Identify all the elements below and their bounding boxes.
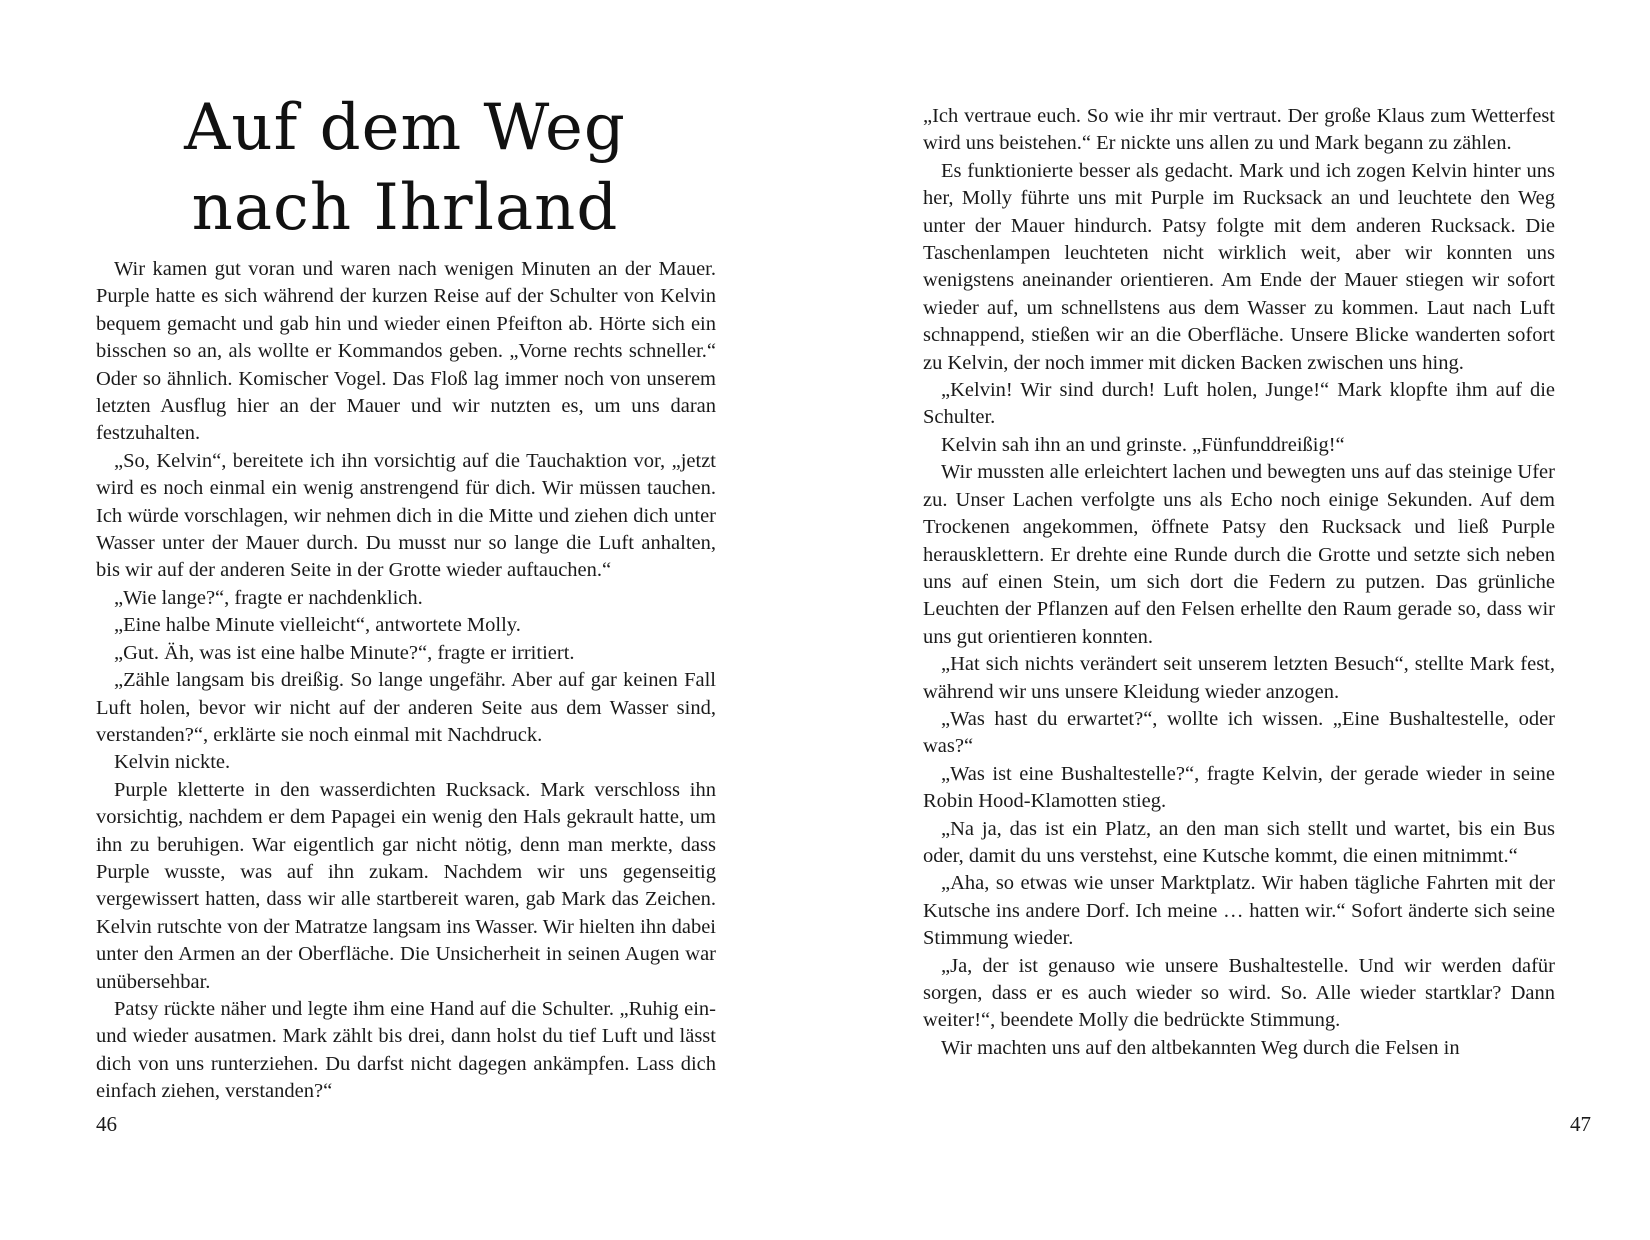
paragraph: Kelvin nickte. — [114, 751, 231, 774]
paragraph: „Ja, der ist genauso wie unsere Bushaltestelle. Und wir werden dafür sorgen, dass er es auch wieder so wird. So. Alle wieder startklar? Dann weiter!“, beendete Molly die bedrückte Stimmung. — [923, 954, 1555, 1032]
paragraph: „So, Kelvin“, bereitete ich ihn vorsichtig auf die Tauchaktion vor, „jetzt wird es noch einmal ein wenig anstrengend für dich. Wir müssen tauchen. Ich würde vorschlagen, wir nehmen dich in die Mitte und ziehen dich unter Wasser unter der Mauer durch. Du musst nur so lange die Luft anhalten, bis wir auf der anderen Seite in der Grotte wieder auftauchen.“ — [96, 449, 716, 582]
paragraph: Wir mussten alle erleichtert lachen und bewegten uns auf das steinige Ufer zu. Unser Lachen verfolgte uns als Echo noch einige Sekunden. Auf dem Trockenen angekommen, öffnete Patsy den Rucksack und ließ Purple herausklettern. Er drehte eine Runde durch die Grotte und setzte sich neben uns auf einen Stein, um sich dort die Federn zu putzen. Das grünliche Leuchten der Pflanzen auf den Felsen erhellte den Raum gerade so, dass wir uns gut orientieren konnten. — [923, 461, 1555, 648]
chapter-title — [95, 88, 715, 248]
paragraph: Patsy rückte näher und legte ihm eine Hand auf die Schulter. „Ruhig ein- und wieder ausatmen. Mark zählt bis drei, dann holst du tief Luft und lässt dich von uns runterziehen. Du darfst nicht dagegen ankämpfen. Lass dich einfach ziehen, verstanden?“ — [96, 997, 716, 1103]
left-page-body — [96, 256, 716, 1106]
paragraph: Wir machten uns auf den altbekannten Weg durch die Felsen in — [941, 1036, 1460, 1059]
paragraph: „Hat sich nichts verändert seit unserem letzten Besuch“, stellte Mark fest, während wir uns unsere Kleidung wieder anzogen. — [923, 653, 1555, 703]
chapter-title-line-2: nach Ihrland — [191, 171, 619, 245]
right-page — [825, 0, 1650, 1240]
paragraph: „Was hast du erwartet?“, wollte ich wissen. „Eine Bushaltestelle, oder was?“ — [923, 707, 1555, 758]
paragraph: Purple kletterte in den wasserdichten Rucksack. Mark verschloss ihn vorsichtig, nachdem er dem Papagei ein wenig den Hals gekrault hatte, um ihn zu beruhigen. War eigentlich gar nicht nötig, denn man merkte, dass Purple wusste, was auf ihn zukam. Nachdem wir uns gegenseitig vergewissert hatten, dass wir alle startbereit waren, gab Mark das Zeichen. Kelvin rutschte von der Matratze langsam ins Wasser. Wir hielten ihn dabei unter den Armen an der Oberfläche. Die Unsicherheit in seinen Augen war unübersehbar. — [96, 778, 716, 993]
paragraph: Es funktionierte besser als gedacht. Mark und ich zogen Kelvin hinter uns her, Molly führte uns mit Purple im Rucksack an und leuchtete den Weg unter der Mauer hindurch. Patsy folgte mit dem anderen Rucksack. Die Taschenlampen leuchteten nicht wirklich weit, aber wir konnten uns wenigstens aneinander orientieren. Am Ende der Mauer stiegen wir sofort wieder auf, um schnellstens aus dem Wasser zu kommen. Laut nach Luft schnappend, stießen wir an die Oberfläche. Unsere Blicke wanderten sofort zu Kelvin, der noch immer mit dicken Backen zwischen uns hing. — [923, 159, 1555, 374]
paragraph: „Wie lange?“, fragte er nachdenklich. — [114, 586, 423, 609]
page-number: 46 — [96, 1112, 117, 1136]
paragraph: „Was ist eine Bushaltestelle?“, fragte Kelvin, der gerade wieder in seine Robin Hood-Klamotten stieg. — [923, 762, 1555, 813]
right-page-body — [923, 103, 1555, 1062]
page-number: 47 — [1570, 1112, 1591, 1136]
paragraph: „Gut. Äh, was ist eine halbe Minute?“, fragte er irritiert. — [114, 641, 575, 664]
paragraph: Kelvin sah ihn an und grinste. „Fünfunddreißig!“ — [941, 433, 1345, 456]
chapter-title-line-1: Auf dem Weg — [184, 91, 626, 165]
paragraph: „Na ja, das ist ein Platz, an den man sich stellt und wartet, bis ein Bus oder, damit du uns verstehst, eine Kutsche kommt, die einen mitnimmt.“ — [923, 817, 1555, 867]
paragraph: „Eine halbe Minute vielleicht“, antwortete Molly. — [114, 614, 521, 637]
paragraph-continued: „Ich vertraue euch. So wie ihr mir vertraut. Der große Klaus zum Wetterfest wird uns beistehen.“ Er nickte uns allen zu und Mark begann zu zählen. — [923, 105, 1555, 155]
paragraph: „Kelvin! Wir sind durch! Luft holen, Junge!“ Mark klopfte ihm auf die Schulter. — [923, 379, 1555, 429]
paragraph: „Zähle langsam bis dreißig. So lange ungefähr. Aber auf gar keinen Fall Luft holen, bevor wir nicht auf der anderen Seite aus dem Wasser sind, verstanden?“, erklärte sie noch einmal mit Nachdruck. — [96, 669, 716, 746]
paragraph: „Aha, so etwas wie unser Marktplatz. Wir haben tägliche Fahrten mit der Kutsche ins andere Dorf. Ich meine … hatten wir.“ Sofort änderte sich seine Stimmung wieder. — [923, 872, 1555, 950]
paragraph: Wir kamen gut voran und waren nach wenigen Minuten an der Mauer. Purple hatte es sich während der kurzen Reise auf der Schulter von Kelvin bequem gemacht und gab hin und wieder einen Pfeifton ab. Hörte sich ein bisschen so an, als wollte er Kommandos geben. „Vorne rechts schneller.“ Oder so ähnlich. Komischer Vogel. Das Floß lag immer noch von unserem letzten Ausflug hier an der Mauer und wir nutzten es, um uns daran festzuhalten. — [96, 258, 716, 445]
